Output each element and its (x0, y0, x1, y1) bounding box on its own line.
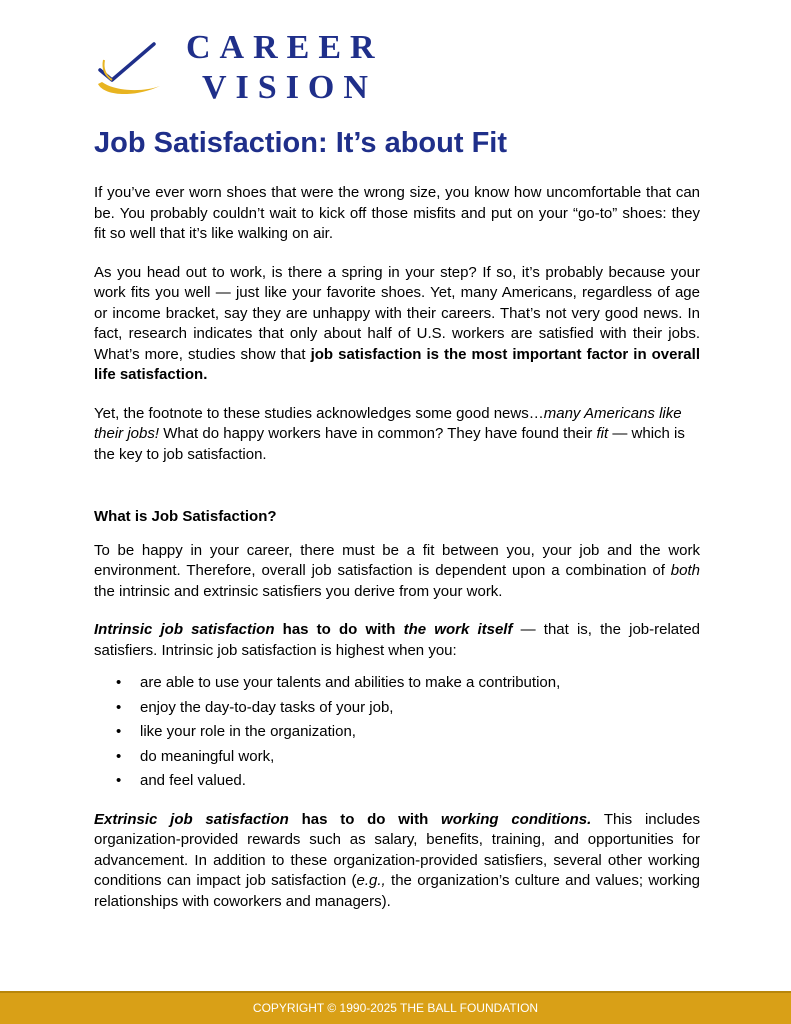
list-item (94, 673, 700, 694)
paragraph-work-fit (94, 263, 700, 386)
bold-italic-text: Extrinsic job satisfaction (94, 810, 289, 828)
checkmark-swoosh-icon (94, 40, 166, 100)
list-item-text: like your role in the organization, (140, 723, 356, 740)
list-item-text: do meaningful work, (140, 747, 275, 765)
text-segment: — that is, the job-related satisfiers. Intrinsic job satisfaction is highest when you: (94, 621, 700, 659)
bold-italic-text: Intrinsic job satisfaction (94, 621, 275, 638)
paragraph-intro: If you’ve ever worn shoes that were the wrong size, you know how uncomfortable that can be. You probably couldn’t wait to kick off those misfits and put on your “go-to” shoes: they fit so well that it’s like walking on air. (94, 184, 700, 242)
paragraph-good-news (94, 404, 700, 466)
italic-text: fit (596, 425, 609, 442)
italic-text: both (670, 562, 700, 579)
list-item (94, 698, 700, 719)
text-segment: the organization’s culture and values; working relationships with coworkers and managers). (94, 872, 701, 910)
list-item (94, 722, 700, 743)
italic-text: e.g., (356, 872, 386, 889)
list-item-text: are able to use your talents and abilities to make a contribution, (140, 674, 561, 691)
italic-text: many Americans like their jobs! (94, 404, 682, 442)
page-title: Job Satisfaction: It’s about Fit (94, 127, 507, 159)
text-segment: the intrinsic and extrinsic satisfiers you derive from your work. (94, 582, 503, 600)
bold-text: has to do with (288, 810, 442, 828)
text-segment: — which is the key to job satisfaction. (94, 425, 685, 463)
emphasis-text: job satisfaction is the most important factor in overall life satisfaction. (94, 345, 700, 383)
bold-text: has to do with (274, 621, 404, 638)
text-segment: Yet, the footnote to these studies acknowledges some good news… (94, 404, 544, 422)
bold-italic-text: working conditions. (441, 810, 592, 828)
copyright-footer: COPYRIGHT © 1990-2025 THE BALL FOUNDATION (0, 991, 791, 1024)
career-vision-logo (94, 30, 394, 110)
text-segment: To be happy in your career, there must be a fit between you, your job and the work environment. Therefore, overall job satisfaction is dependent upon a combination of (94, 541, 700, 579)
paragraph-extrinsic (94, 810, 700, 913)
paragraph-definition (94, 541, 700, 603)
article-body (94, 183, 700, 930)
list-item-text: and feel valued. (140, 772, 246, 789)
logo-line-career: CAREER (186, 29, 384, 66)
list-item (94, 747, 700, 768)
text-segment: This includes organization-provided rewards such as salary, benefits, training, and opportunities for advancement. In addition to these organization-provided satisfiers, several other working conditions can impact job satisfaction ( (94, 810, 700, 889)
bold-italic-text: the work itself (403, 621, 513, 638)
paragraph-text: As you head out to work, is there a spring in your step? If so, it’s probably because your work fits you well — just like your favorite shoes. Yet, many Americans, regardless of age or income bracket, say they are unhappy with their careers. That’s not very good news. In fact, research indicates that only about half of U.S. workers are satisfied with their jobs. What’s more, studies show that (94, 263, 700, 363)
section-heading: What is Job Satisfaction? (94, 508, 277, 525)
logo-line-vision: VISION (202, 69, 377, 106)
intrinsic-list (94, 673, 700, 792)
list-item (94, 771, 700, 792)
bullet-icon: • (116, 723, 122, 740)
bullet-icon: • (116, 772, 122, 789)
bullet-icon: • (116, 747, 122, 765)
text-segment: What do happy workers have in common? They have found their (159, 425, 597, 442)
bullet-icon: • (116, 698, 122, 716)
bullet-icon: • (116, 674, 122, 691)
paragraph-intrinsic (94, 620, 700, 661)
list-item-text: enjoy the day-to-day tasks of your job, (140, 698, 394, 716)
